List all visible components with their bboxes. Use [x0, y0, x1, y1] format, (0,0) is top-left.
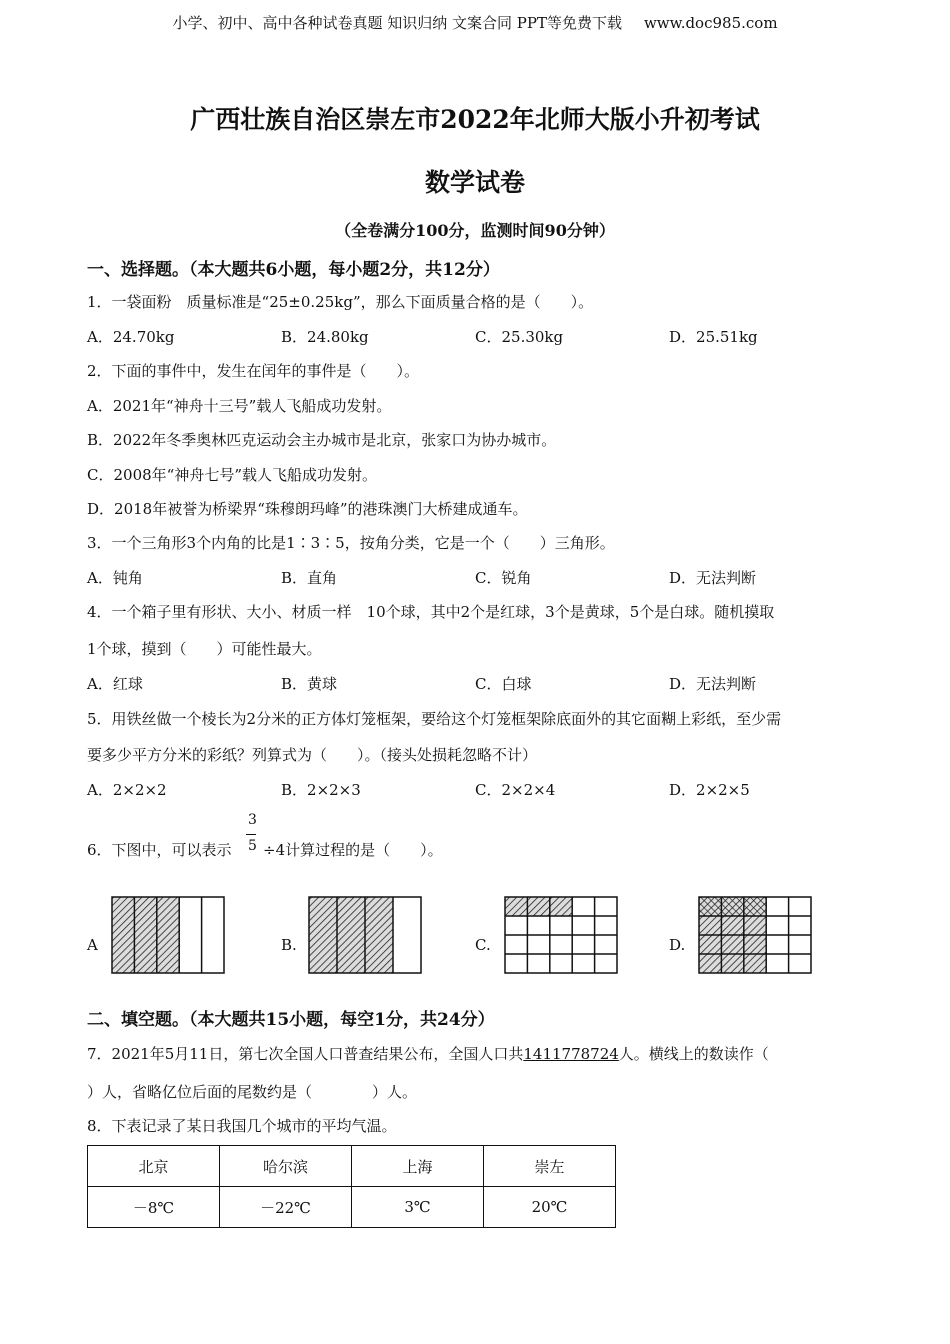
- page-header: [0, 12, 950, 33]
- header-site[interactable]: www.doc985.com: [643, 14, 778, 32]
- q1-option-d: D．25.51kg: [669, 328, 758, 346]
- figure-b-label: B.: [281, 936, 297, 954]
- q1-option-c: C．25.30kg: [475, 328, 564, 346]
- population-number: 1411778724: [523, 1045, 619, 1063]
- table-cell-city: 哈尔滨: [220, 1146, 352, 1187]
- temperature-table: [87, 1145, 616, 1228]
- q7-prefix: 7．2021年5月11日，第七次全国人口普查结果公布，全国人口共: [87, 1045, 524, 1063]
- question-2: 2．下面的事件中，发生在闰年的事件是（ ）。: [87, 362, 420, 380]
- section-2-heading: 二、填空题。（本大题共15小题，每空1分，共24分）: [87, 1010, 495, 1030]
- q2-option-c: C．2008年“神舟七号”载人飞船成功发射。: [87, 466, 377, 484]
- q5-option-d: D．2×2×5: [669, 781, 750, 799]
- table-row: [88, 1187, 616, 1228]
- figure-a-label: A: [87, 936, 98, 954]
- question-8: 8．下表记录了某日我国几个城市的平均气温。: [87, 1117, 397, 1135]
- question-7-line-1: [87, 1043, 769, 1064]
- q7-suffix: 人。横线上的数读作（: [618, 1045, 769, 1063]
- figure-c: [505, 897, 617, 973]
- fraction-bar: [246, 834, 256, 835]
- question-4-line-2: 1个球，摸到（ ）可能性最大。: [87, 640, 322, 658]
- table-cell-temp: －22℃: [220, 1187, 352, 1228]
- fraction-numerator: 3: [248, 812, 257, 828]
- figure-c-label: C.: [475, 936, 491, 954]
- section-1-heading: 一、选择题。（本大题共6小题，每小题2分，共12分）: [87, 260, 500, 280]
- figure-d-label: D.: [669, 936, 686, 954]
- question-6-prefix: 6．下图中，可以表示: [87, 841, 232, 859]
- q5-option-a: A．2×2×2: [87, 781, 167, 799]
- q2-option-a: A．2021年“神舟十三号”载人飞船成功发射。: [87, 397, 392, 415]
- q3-option-d: D．无法判断: [669, 569, 757, 587]
- header-text: 小学、初中、高中各种试卷真题 知识归纳 文案合同 PPT等免费下载: [172, 14, 622, 32]
- question-4-line-1: 4．一个箱子里有形状、大小、材质一样 10个球，其中2个是红球，3个是黄球，5个是白球。随机摸取: [87, 603, 775, 621]
- q5-option-c: C．2×2×4: [475, 781, 556, 799]
- table-cell-temp: －8℃: [88, 1187, 220, 1228]
- q4-option-c: C．白球: [475, 675, 532, 693]
- page-subtitle-main: 数学试卷: [424, 168, 525, 197]
- exam-info: （全卷满分100分，监测时间90分钟）: [335, 221, 615, 240]
- figure-b: [309, 897, 421, 973]
- table-cell-city: 崇左: [484, 1146, 616, 1187]
- q4-option-a: A．红球: [87, 675, 143, 693]
- q2-option-d: D．2018年被誉为桥梁界“珠穆朗玛峰”的港珠澳门大桥建成通车。: [87, 500, 528, 518]
- fraction-denominator: 5: [248, 838, 257, 854]
- q1-option-b: B．24.80kg: [281, 328, 369, 346]
- table-cell-city: 上海: [352, 1146, 484, 1187]
- question-5-line-1: 5．用铁丝做一个棱长为2分米的正方体灯笼框架，要给这个灯笼框架除底面外的其它面糊上彩纸，至少需: [87, 710, 782, 728]
- table-cell-temp: 3℃: [352, 1187, 484, 1228]
- figure-a: [112, 897, 224, 973]
- question-3: 3．一个三角形3个内角的比是1∶3∶5，按角分类，它是一个（ ）三角形。: [87, 534, 615, 552]
- table-cell-temp: 20℃: [484, 1187, 616, 1228]
- page-title: 广西壮族自治区崇左市2022年北师大版小升初考试: [190, 105, 760, 134]
- q6-figures: [0, 890, 950, 990]
- q2-option-b: B．2022年冬季奥林匹克运动会主办城市是北京，张家口为协办城市。: [87, 431, 557, 449]
- question-1: 1．一袋面粉 质量标准是“25±0.25kg”，那么下面质量合格的是（ ）。: [87, 293, 594, 311]
- figure-d: [699, 897, 811, 973]
- q3-option-c: C．锐角: [475, 569, 532, 587]
- q4-option-b: B．黄球: [281, 675, 338, 693]
- question-5-line-2: 要多少平方分米的彩纸？列算式为（ ）。（接头处损耗忽略不计）: [87, 746, 538, 764]
- question-7-line-2: ）人，省略亿位后面的尾数约是（ ）人。: [87, 1083, 418, 1101]
- table-cell-city: 北京: [88, 1146, 220, 1187]
- q3-option-a: A．钝角: [87, 569, 143, 587]
- q4-option-d: D．无法判断: [669, 675, 757, 693]
- q5-option-b: B．2×2×3: [281, 781, 361, 799]
- q3-option-b: B．直角: [281, 569, 338, 587]
- question-6-suffix: ÷4计算过程的是（ ）。: [263, 841, 443, 859]
- table-header-row: [88, 1146, 616, 1187]
- q1-option-a: A．24.70kg: [87, 328, 175, 346]
